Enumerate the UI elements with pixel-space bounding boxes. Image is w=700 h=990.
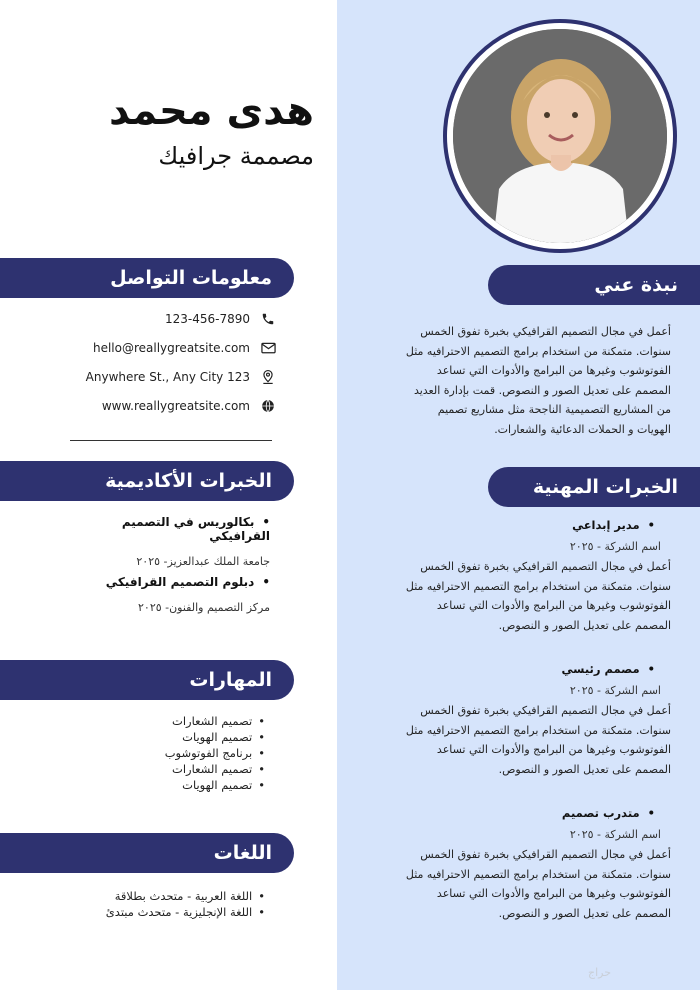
- list-item: • تصميم الشعارات: [60, 713, 265, 729]
- phone-icon: [260, 311, 276, 327]
- contact-address: [60, 367, 276, 387]
- person-name: هدى محمد: [109, 88, 314, 134]
- website-text: www.reallygreatsite.com: [101, 399, 250, 413]
- person-illustration: [453, 29, 667, 243]
- job-entry: [405, 806, 671, 923]
- list-item: • برنامج الفوتوشوب: [60, 745, 265, 761]
- languages-list: [60, 888, 265, 920]
- email-text: hello@reallygreatsite.com: [92, 341, 250, 355]
- education-entry: [60, 575, 270, 614]
- job-title: • مدير إبداعي: [405, 518, 671, 532]
- skills-list: [60, 713, 265, 793]
- section-header-experience: الخبرات المهنية: [488, 467, 700, 507]
- divider: [70, 440, 272, 441]
- list-item: • تصميم الهويات: [60, 729, 265, 745]
- location-pin-icon: [260, 369, 276, 385]
- section-header-about: نبذة عني: [488, 265, 700, 305]
- education-entry: [60, 515, 270, 568]
- job-title: • متدرب تصميم: [405, 806, 671, 820]
- section-header-contact: معلومات التواصل: [0, 258, 294, 298]
- education-place: جامعة الملك عبدالعزيز- ٢٠٢٥: [136, 555, 270, 568]
- contact-website: [60, 396, 276, 416]
- phone-text: 123-456-7890: [164, 312, 250, 326]
- job-title: • مصمم رئيسي: [405, 662, 671, 676]
- job-description: أعمل في مجال التصميم القرافيكي بخبرة تفوق الخمس سنوات. متمكنة من استخدام برامج التصميم الاحترافيه مثل الفوتوشوب وغيرها من البرامج والأدوات التي تساعد المصمم على تعديل الصور و النصوص.: [405, 848, 671, 920]
- education-degree: • بكالوريس في التصميم القرافيكي: [60, 515, 270, 543]
- section-header-languages: اللغات: [0, 833, 294, 873]
- contact-phone: [60, 309, 276, 329]
- person-title: مصممة جرافيك: [158, 142, 314, 170]
- section-header-skills: المهارات: [0, 660, 294, 700]
- list-item: • اللغة الإنجليزية - متحدث مبتدئ: [60, 904, 265, 920]
- contact-email: [60, 338, 276, 358]
- about-text: أعمل في مجال التصميم القرافيكي بخبرة تفوق الخمس سنوات. متمكنة من استخدام برامج التصميم الاحترافيه مثل الفوتوشوب وغيرها من البرامج والأدوات التي تساعد المصمم على تعديل الصور و النصوص. قمت بإدارة العديد من المشاريع التصميمية الناجحة مثل مشاريع تصميم الهويات و الحملات الدعائية والشعارات.: [405, 325, 671, 436]
- list-item: • اللغة العربية - متحدث بطلاقة: [60, 888, 265, 904]
- education-place: مركز التصميم والفنون- ٢٠٢٥: [138, 601, 270, 614]
- section-header-education: الخبرات الأكاديمية: [0, 461, 294, 501]
- list-item: • تصميم الشعارات: [60, 761, 265, 777]
- education-degree: • دبلوم التصميم القرافيكي: [60, 575, 270, 589]
- job-company: اسم الشركة - ٢٠٢٥: [569, 828, 661, 841]
- job-company: اسم الشركة - ٢٠٢٥: [569, 684, 661, 697]
- job-company: اسم الشركة - ٢٠٢٥: [569, 540, 661, 553]
- profile-photo-frame: [443, 19, 677, 253]
- watermark: حراج: [588, 966, 612, 979]
- job-description: أعمل في مجال التصميم القرافيكي بخبرة تفوق الخمس سنوات. متمكنة من استخدام برامج التصميم الاحترافيه مثل الفوتوشوب وغيرها من البرامج والأدوات التي تساعد المصمم على تعديل الصور و النصوص.: [405, 560, 671, 632]
- profile-photo: [453, 29, 667, 243]
- mail-icon: [260, 340, 276, 356]
- list-item: • تصميم الهويات: [60, 777, 265, 793]
- job-description: أعمل في مجال التصميم القرافيكي بخبرة تفوق الخمس سنوات. متمكنة من استخدام برامج التصميم الاحترافيه مثل الفوتوشوب وغيرها من البرامج والأدوات التي تساعد المصمم على تعديل الصور و النصوص.: [405, 704, 671, 776]
- job-entry: [405, 662, 671, 779]
- job-entry: [405, 518, 671, 635]
- globe-icon: [260, 398, 276, 414]
- address-text: Anywhere St., Any City 123: [85, 370, 250, 384]
